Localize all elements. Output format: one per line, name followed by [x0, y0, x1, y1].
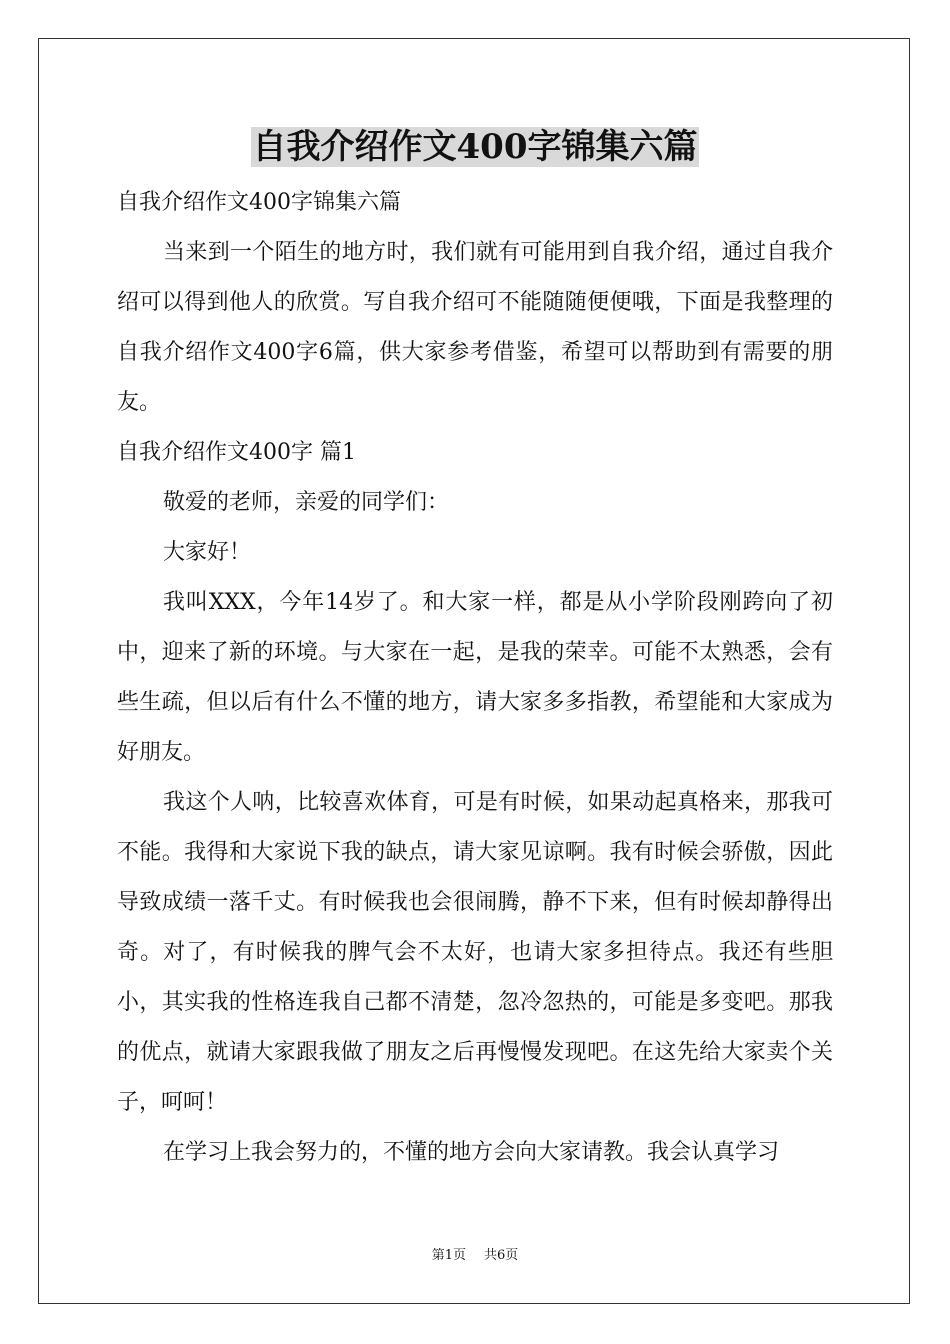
page-total: 共6页: [484, 1248, 519, 1263]
page-footer: [0, 1246, 950, 1266]
hello-paragraph: 大家好！: [163, 540, 252, 565]
intro-paragraph: 当来到一个陌生的地方时，我们就有可能用到自我介绍，通过自我介绍可以得到他人的欣赏。写自我介绍可不能随随便便哦，下面是我整理的自我介绍作文400字6篇，供大家参考借鉴，希望可以帮助到有需要的朋友。: [117, 240, 833, 415]
page-number: 第1页: [431, 1248, 466, 1263]
document-body: [117, 178, 833, 1178]
section-heading: 自我介绍作文400字 篇1: [117, 440, 356, 465]
document-title-text: 自我介绍作文400字锦集六篇: [252, 127, 698, 167]
body-paragraph: 我这个人呐，比较喜欢体育，可是有时候，如果动起真格来，那我可不能。我得和大家说下我的缺点，请大家见谅啊。我有时候会骄傲，因此导致成绩一落千丈。有时候我也会很闹腾，静不下来，但有时候却静得出奇。对了，有时候我的脾气会不太好，也请大家多担待点。我还有些胆小，其实我的性格连我自己都不清楚，忽冷忽热的，可能是多变吧。那我的优点，就请大家跟我做了朋友之后再慢慢发现吧。在这先给大家卖个关子，呵呵！: [117, 790, 833, 1115]
body-paragraph: 我叫XXX，今年14岁了。和大家一样，都是从小学阶段刚跨向了初中，迎来了新的环境。与大家在一起，是我的荣幸。可能不太熟悉，会有些生疏，但以后有什么不懂的地方，请大家多多指教，希望能和大家成为好朋友。: [117, 590, 833, 765]
body-paragraph: 在学习上我会努力的，不懂的地方会向大家请教。我会认真学习: [163, 1140, 780, 1165]
document-title: [0, 124, 950, 170]
document-subtitle: 自我介绍作文400字锦集六篇: [117, 190, 401, 215]
greeting-paragraph: 敬爱的老师，亲爱的同学们：: [163, 490, 450, 515]
